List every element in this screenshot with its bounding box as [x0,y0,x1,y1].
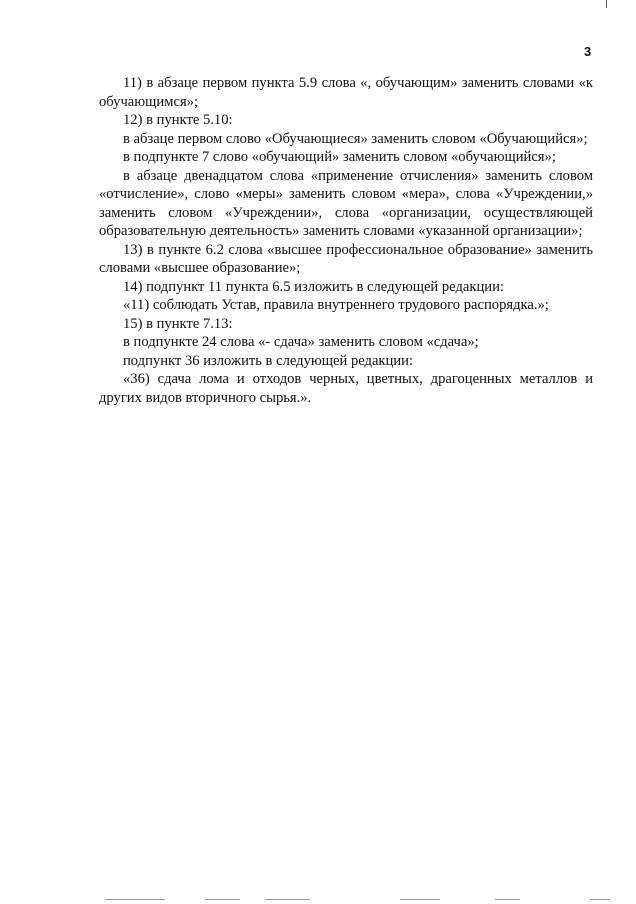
paragraph-12-first: в абзаце первом слово «Обучающиеся» заменить словом «Обучающийся»; [123,130,588,147]
paragraph-15-sub24: в подпункте 24 слова «- сдача» заменить словом «сдача»; [123,334,479,350]
paragraph-15-sub36-text: «36) сдача лома и отходов черных, цветных, драгоценных металлов и других видов вторичного сырья.». [99,371,593,406]
scan-edge-mark [400,899,440,900]
paragraph-15-sub36: подпункт 36 изложить в следующей редакции: [123,352,414,369]
scan-corner-mark [606,0,607,8]
paragraph-12-heading: 12) в пункте 5.10: [123,112,233,128]
scan-edge-mark [590,899,610,900]
paragraph-15-heading: 15) в пункте 7.13: [123,315,233,332]
scan-edge-mark [205,899,240,900]
scan-edge-mark [495,899,520,900]
document-body [99,74,593,407]
scan-edge-mark [265,899,310,900]
paragraph-13: 13) в пункте 6.2 слова «высшее профессиональное образование» заменить словами «высшее образование»; [99,241,593,276]
paragraph-12-sub7: в подпункте 7 слово «обучающий» заменить словом «обучающийся»; [123,149,556,165]
paragraph-12-twelfth: в абзаце двенадцатом слова «применение отчисления» заменить словом «отчисление», слово «меры» заменить словом «мера», слова «Учреждении,» заменить словом «Учреждении», слова «организации, осуществляющей образовательную деятельность» заменить словами «указанной организации»; [99,167,593,239]
paragraph-11: 11) в абзаце первом пункта 5.9 слова «, обучающим» заменить словами «к обучающимся»; [99,75,593,110]
paragraph-14: 14) подпункт 11 пункта 6.5 изложить в следующей редакции: [123,278,504,295]
page-number: 3 [584,44,592,59]
scan-bottom-edge [0,895,636,904]
scan-edge-mark [105,899,165,900]
paragraph-14-text: «11) соблюдать Устав, правила внутреннего трудового распорядка.»; [123,297,549,313]
